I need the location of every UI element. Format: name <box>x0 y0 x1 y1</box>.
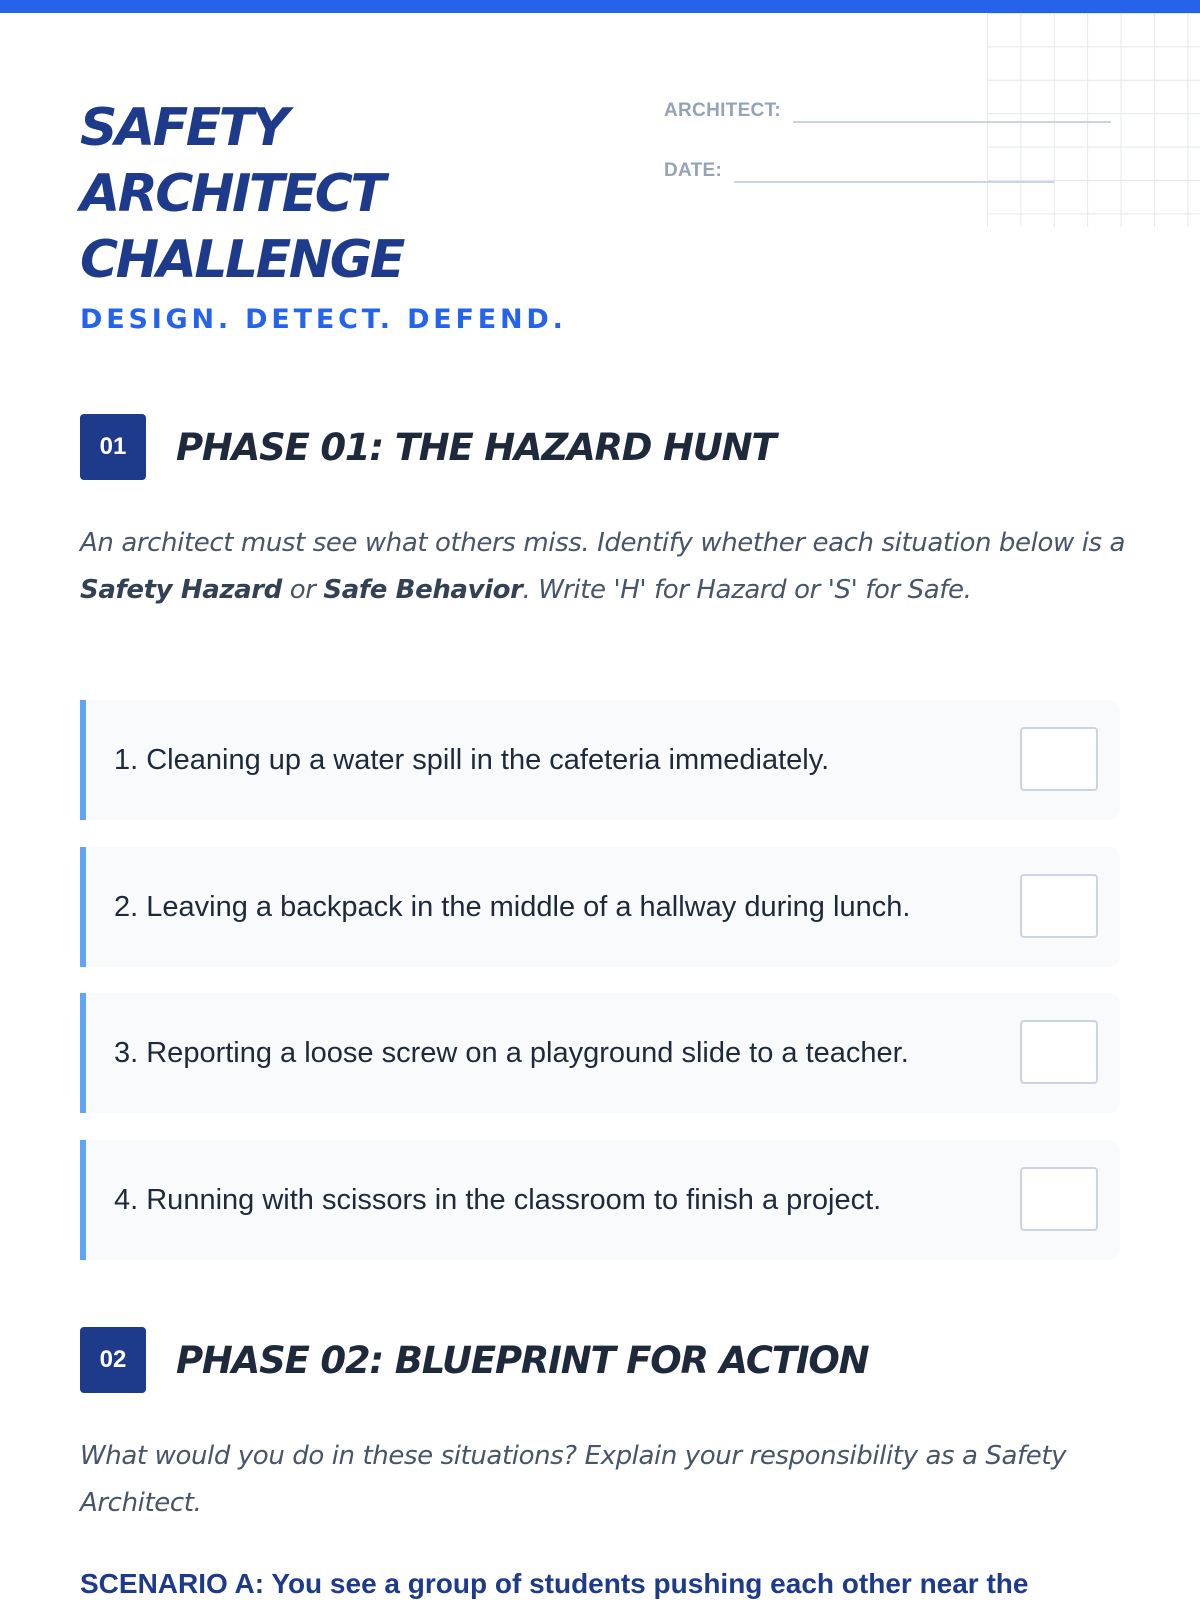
intro-emphasis-hazard: Safety Hazard <box>80 574 282 605</box>
hazard-item-text: 4. Running with scissors in the classroom to finish a project. <box>114 1184 882 1216</box>
hazard-item-1 <box>80 700 1120 820</box>
date-field <box>664 160 1054 182</box>
phase-2-title: PHASE 02: BLUEPRINT FOR ACTION <box>176 1338 869 1382</box>
top-accent-bar <box>0 0 1200 13</box>
date-label: DATE: <box>664 160 723 181</box>
intro-emphasis-safe: Safe Behavior <box>323 574 523 605</box>
hazard-item-text: 3. Reporting a loose screw on a playground slide to a teacher. <box>114 1037 909 1069</box>
phase-2-heading <box>80 1327 868 1393</box>
title-line-1: SAFETY <box>80 98 287 158</box>
answer-box-4[interactable] <box>1020 1167 1098 1231</box>
answer-box-3[interactable] <box>1020 1020 1098 1084</box>
worksheet-title <box>80 95 600 293</box>
hazard-item-4 <box>80 1140 1120 1260</box>
intro-text-1: An architect must see what others miss. Identify whether each situation below is a <box>80 528 1126 558</box>
architect-input-line[interactable] <box>793 121 1111 123</box>
scenario-a-prompt: SCENARIO A: You see a group of students pushing each other near the <box>80 1568 1029 1599</box>
hazard-item-3 <box>80 993 1120 1113</box>
intro-text-3: . Write 'H' for Hazard or 'S' for Safe. <box>522 574 972 605</box>
answer-box-2[interactable] <box>1020 874 1098 938</box>
phase-1-instructions <box>80 520 1130 613</box>
date-input-line[interactable] <box>734 181 1054 183</box>
hazard-item-text: 2. Leaving a backpack in the middle of a hallway during lunch. <box>114 891 911 923</box>
phase-1-heading <box>80 414 775 480</box>
hazard-item-2 <box>80 847 1120 967</box>
architect-field <box>664 100 1111 122</box>
intro-text-2: or <box>281 574 324 605</box>
phase-1-number-badge: 01 <box>80 414 146 480</box>
answer-box-1[interactable] <box>1020 727 1098 791</box>
title-line-3: CHALLENGE <box>80 230 403 290</box>
title-line-2: ARCHITECT <box>80 164 384 224</box>
phase-2-instructions: What would you do in these situations? Explain your responsibility as a Safety Architect. <box>80 1441 1067 1518</box>
tagline: DESIGN. DETECT. DEFEND. <box>80 304 567 335</box>
phase-1-title: PHASE 01: THE HAZARD HUNT <box>176 425 776 469</box>
hazard-item-text: 1. Cleaning up a water spill in the cafeteria immediately. <box>114 744 830 776</box>
architect-label: ARCHITECT: <box>664 100 781 121</box>
phase-2-number-badge: 02 <box>80 1327 146 1393</box>
